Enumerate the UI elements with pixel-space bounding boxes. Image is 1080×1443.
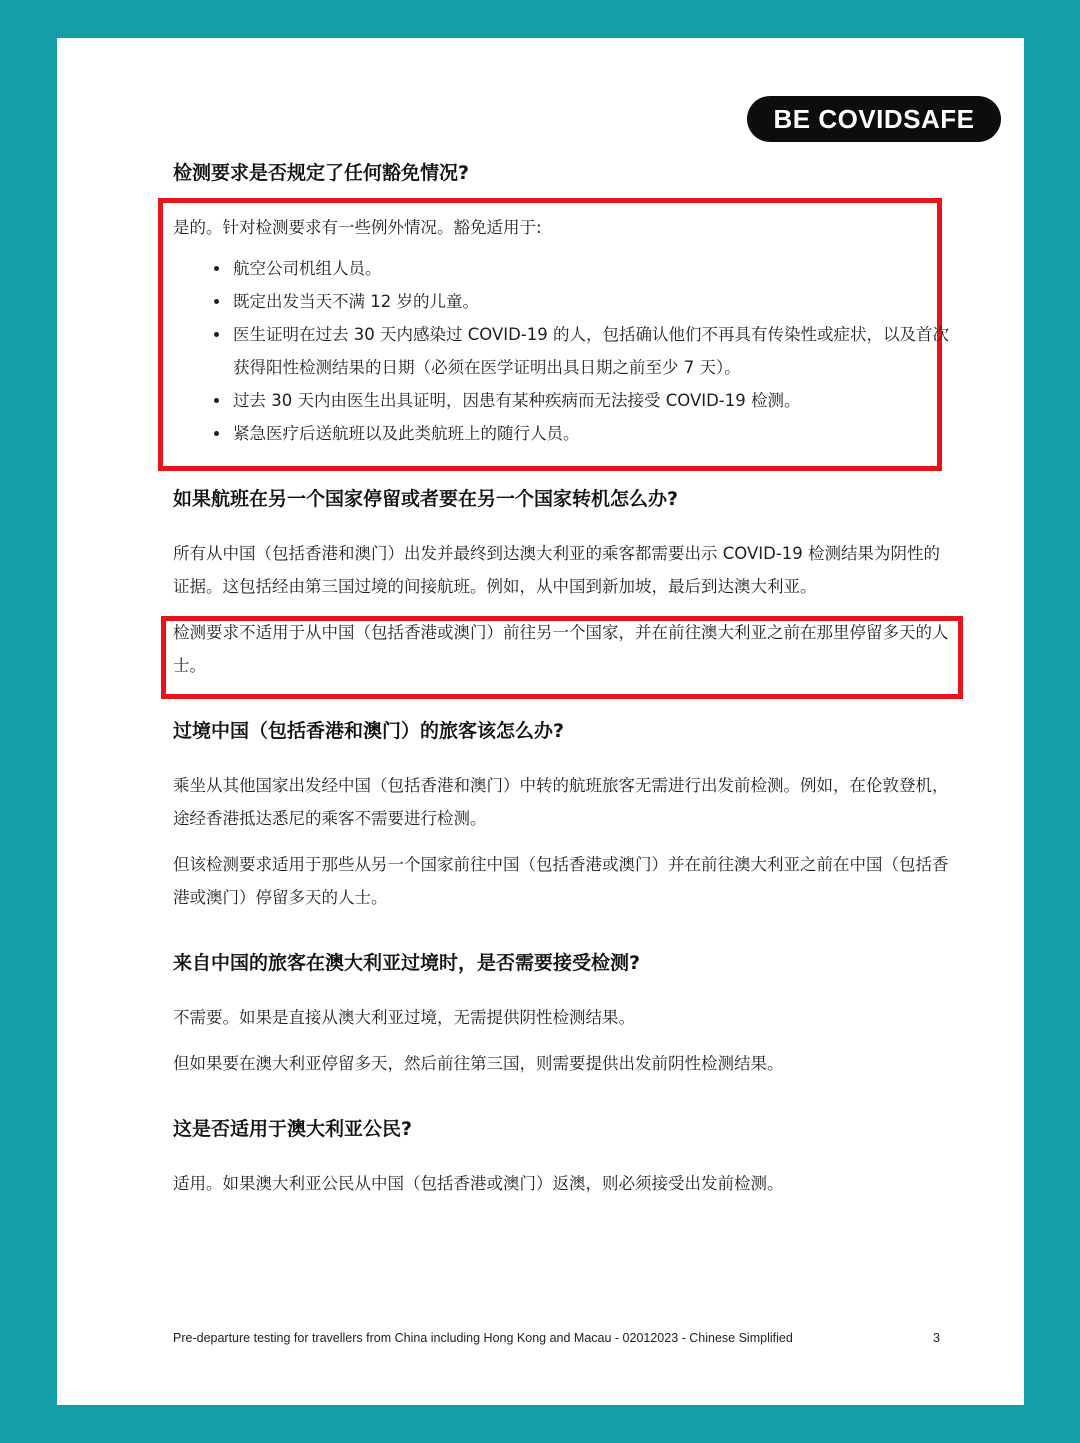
paragraph: 检测要求不适用于从中国（包括香港或澳门）前往另一个国家，并在前往澳大利亚之前在那里停留多天的人士。 <box>173 623 949 675</box>
paragraph: 但该检测要求适用于那些从另一个国家前往中国（包括香港或澳门）并在前往澳大利亚之前在中国（包括香港或澳门）停留多天的人士。 <box>173 855 949 907</box>
question-transit-china: 过境中国（包括香港和澳门）的旅客该怎么办? <box>173 720 565 742</box>
paragraph: 所有从中国（包括香港和澳门）出发并最终到达澳大利亚的乘客都需要出示 COVID-19 检测结果为阴性的证据。这包括经由第三国过境的间接航班。例如，从中国到新加坡，最后到达澳大利亚。 <box>173 544 941 596</box>
paragraph: 乘坐从其他国家出发经中国（包括香港和澳门）中转的航班旅客无需进行出发前检测。例如，在伦敦登机，途经香港抵达悉尼的乘客不需要进行检测。 <box>173 776 949 828</box>
list-item: • 过去 30 天内由医生出具证明，因患有某种疾病而无法接受 COVID-19 检测。 <box>231 384 953 417</box>
answer-intro: 是的。针对检测要求有一些例外情况。豁免适用于: <box>173 218 542 237</box>
document-page <box>57 38 1024 1405</box>
question-transit-australia: 来自中国的旅客在澳大利亚过境时，是否需要接受检测? <box>173 952 641 974</box>
list-item: • 紧急医疗后送航班以及此类航班上的随行人员。 <box>231 417 953 450</box>
be-covidsafe-logo <box>747 96 1001 142</box>
list-item: • 既定出发当天不满 12 岁的儿童。 <box>231 285 953 318</box>
list-item: • 航空公司机组人员。 <box>231 252 953 285</box>
document-content <box>173 156 953 1200</box>
list-item: • 医生证明在过去 30 天内感染过 COVID-19 的人，包括确认他们不再具有传染性或症状，以及首次获得阳性检测结果的日期（必须在医学证明出具日期之前至少 7 天）。 <box>231 318 953 384</box>
paragraph: 但如果要在澳大利亚停留多天，然后前往第三国，则需要提供出发前阴性检测结果。 <box>173 1054 784 1073</box>
question-stopover: 如果航班在另一个国家停留或者要在另一个国家转机怎么办? <box>173 488 679 510</box>
paragraph: 适用。如果澳大利亚公民从中国（包括香港或澳门）返澳，则必须接受出发前检测。 <box>173 1174 784 1193</box>
exemption-list <box>173 252 953 450</box>
paragraph: 不需要。如果是直接从澳大利亚过境，无需提供阴性检测结果。 <box>173 1008 635 1027</box>
question-exemptions: 检测要求是否规定了任何豁免情况? <box>173 162 470 184</box>
question-citizens: 这是否适用于澳大利亚公民? <box>173 1118 413 1140</box>
logo-light-text: SAFE <box>903 104 975 134</box>
page-number: 3 <box>933 1331 940 1345</box>
footer-text: Pre-departure testing for travellers from China including Hong Kong and Macau - 02012023 - Chinese Simplified <box>173 1331 793 1345</box>
logo-bold-text: BE COVID <box>773 104 904 134</box>
